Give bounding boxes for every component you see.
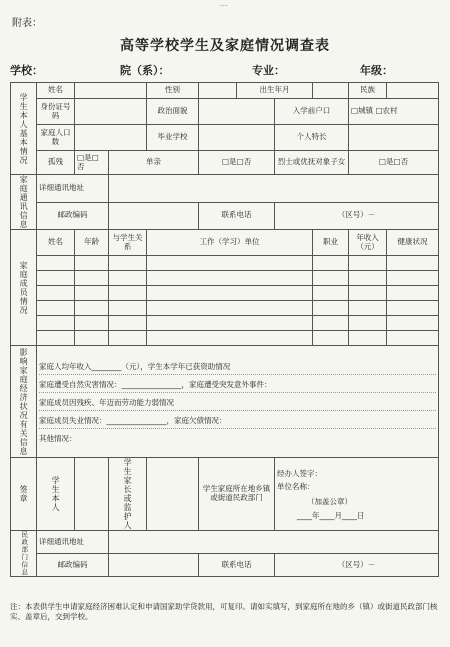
civil-dept-label: 学生家庭所在地乡镇或街道民政部门 [199,458,275,531]
graduated-school-label: 毕业学校 [147,125,199,151]
student-sign-field[interactable] [75,458,109,531]
major-label: 专业： [252,64,285,77]
economy-line-disability: 家庭成员因残疾、年迈而劳动能力弱情况 [39,393,436,411]
postcode-field[interactable] [109,202,199,230]
student-sign-label: 学生本人 [37,458,75,531]
member-row[interactable] [11,316,439,331]
postcode-label: 邮政编码 [37,202,109,230]
single-parent-label: 单亲 [109,151,199,175]
economy-line-income: 家庭人均年收入________（元），学生本学年已获资助情况 [39,357,436,375]
grade-label: 年级： [360,64,393,77]
political-field[interactable] [199,99,275,125]
specialty-field[interactable] [349,125,439,151]
family-size-label: 家庭人口数 [37,125,75,151]
civil-address-field[interactable] [109,531,439,554]
civil-sign-block[interactable] [275,458,439,531]
member-row[interactable] [11,286,439,301]
guardian-sign-field[interactable] [147,458,199,531]
hukou-options[interactable]: □城镇 □农村 [349,99,439,125]
area-code-field[interactable]: （区号）－ [275,202,439,230]
name-field[interactable] [75,83,147,99]
section-sign-label: 签章 [11,458,37,531]
gender-field[interactable] [199,83,237,99]
guardian-sign-label: 学生家长或监护人 [109,458,147,531]
top-strip-text: ... [220,0,229,8]
col-health: 健康状况 [387,230,439,256]
section-members-label: 家庭成员情况 [11,230,37,346]
hukou-label: 入学前户口 [275,99,349,125]
section-contact-label: 家庭通讯信息 [11,175,37,230]
name-label: 姓名 [37,83,75,99]
section-civil-label: 民政部门信息 [11,531,37,577]
col-age: 年龄 [75,230,109,256]
school-label: 学校： [10,64,43,77]
civil-postcode-label: 邮政编码 [37,554,109,577]
date-label: ____年____月____日 [297,510,365,520]
id-number-label: 身份证号码 [37,99,75,125]
address-field[interactable] [109,175,439,203]
unit-label: 单位名称： [277,482,315,492]
member-row[interactable] [11,271,439,286]
graduated-school-field[interactable] [199,125,275,151]
specialty-label: 个人特长 [275,125,349,151]
single-parent-checkbox[interactable]: □是□否 [199,151,275,175]
member-row[interactable] [11,331,439,346]
col-relation: 与学生关系 [109,230,147,256]
civil-phone-label: 联系电话 [199,554,275,577]
section-basic-label: 学生本人基本情况 [11,83,37,175]
martyr-checkbox[interactable]: □是□否 [349,151,439,175]
economy-line-unemployment: 家庭成员失业情况：________________，家庭欠债情况： [39,411,436,429]
col-work: 工作（学习）单位 [147,230,313,256]
gender-label: 性别 [147,83,199,99]
ethnicity-label: 民族 [349,83,387,99]
section-economy-label: 影响家庭经济状况有关信息 [11,346,37,458]
id-number-field[interactable] [75,99,147,125]
col-name: 姓名 [37,230,75,256]
orphan-label: 孤残 [37,151,75,175]
family-size-field[interactable] [75,125,147,151]
economy-line-other: 其他情况： [39,433,77,443]
civil-address-label: 详细通讯地址 [37,531,109,554]
form-title: 高等学校学生及家庭情况调查表 [120,38,330,54]
member-row[interactable] [11,301,439,316]
address-label: 详细通讯地址 [37,175,109,203]
col-job: 职业 [313,230,349,256]
survey-table [10,82,439,577]
form-note: 注：本表供学生申请家庭经济困难认定和申请国家助学贷款用，可复印。请如实填写，到家庭所在地的乡（镇）或街道民政部门核实、盖章后，交到学校。 [10,602,438,622]
ethnicity-field[interactable] [387,83,439,99]
attachment-label: 附表： [12,18,42,29]
birth-label: 出生年月 [237,83,313,99]
economy-line-disaster: 家庭遭受自然灾害情况：________________，家庭遭受突发意外事件： [39,375,436,393]
economy-lines[interactable] [37,346,439,458]
department-label: 院（系）： [120,64,170,77]
birth-field[interactable] [313,83,349,99]
stamp-label: （加盖公章） [307,497,352,506]
civil-postcode-field[interactable] [109,554,199,577]
col-income: 年收入（元） [349,230,387,256]
political-label: 政治面貌 [147,99,199,125]
handler-label: 经办人签字： [277,468,322,478]
martyr-label: 烈士或优抚对象子女 [275,151,349,175]
civil-area-code-field[interactable]: （区号）－ [275,554,439,577]
phone-label: 联系电话 [199,202,275,230]
member-row[interactable] [11,256,439,271]
orphan-checkbox[interactable]: □是□否 [75,151,109,175]
